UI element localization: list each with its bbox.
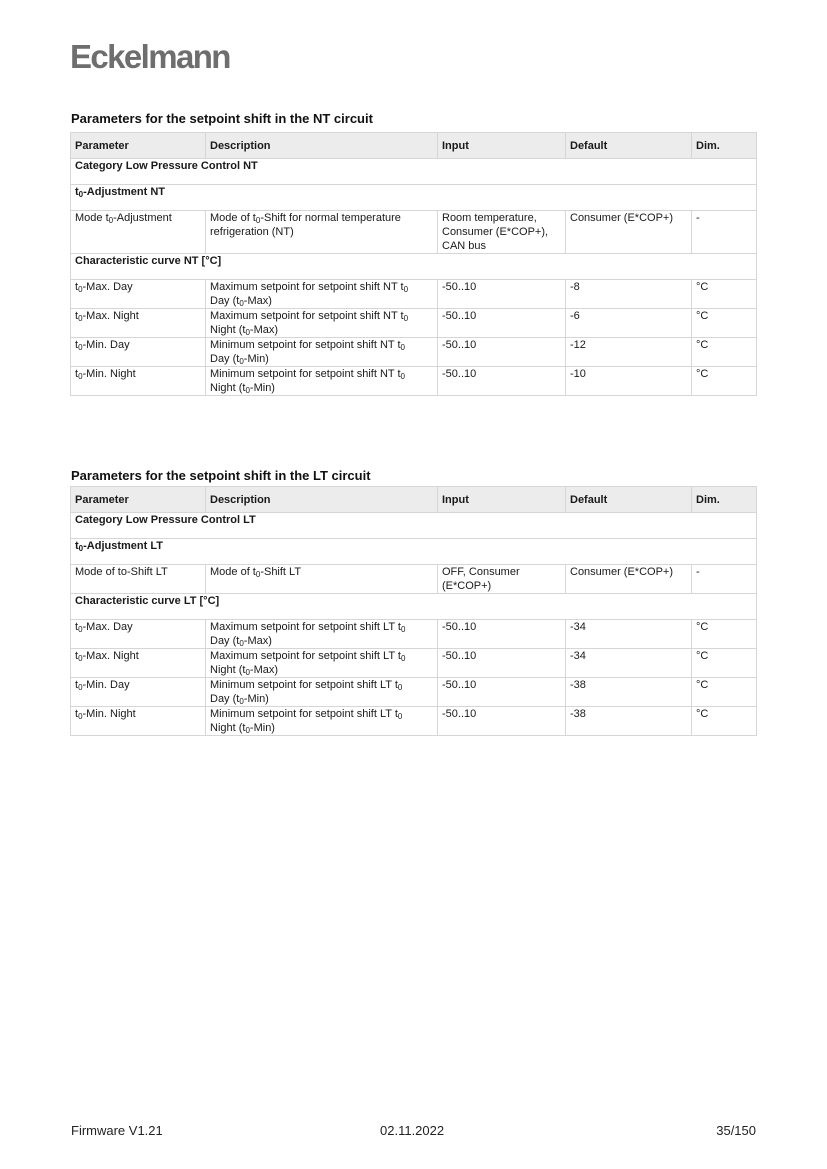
lt-mode-param: Mode of to-Shift LT — [71, 565, 206, 594]
lt-curve-heading: Characteristic curve LT [°C] — [71, 594, 757, 620]
default-cell: -34 — [566, 649, 692, 678]
input-cell: -50..10 — [438, 367, 566, 396]
dim-cell: °C — [692, 678, 757, 707]
default-cell: -10 — [566, 367, 692, 396]
default-cell: -34 — [566, 620, 692, 649]
header-dim: Dim. — [692, 133, 757, 159]
eckelmann-logo: Eckelmann — [70, 38, 230, 75]
desc-cell: Maximum setpoint for setpoint shift LT $t_0$ Night $(t_0-Max)$ — [206, 649, 438, 678]
header-description: Description — [206, 133, 438, 159]
lt-mode-dim: - — [692, 565, 757, 594]
table-row — [71, 678, 757, 707]
table-row — [71, 309, 757, 338]
lt-section-title: Parameters for the setpoint shift in the LT circuit — [71, 468, 371, 483]
lt-parameter-table — [70, 486, 757, 736]
default-cell: -8 — [566, 280, 692, 309]
nt-mode-input: Room temperature, Consumer (E*COP+), CAN bus — [438, 211, 566, 254]
lt-header-row — [71, 487, 757, 513]
header-description: Description — [206, 487, 438, 513]
nt-curve-heading-row — [71, 254, 757, 280]
header-default: Default — [566, 133, 692, 159]
header-dim: Dim. — [692, 487, 757, 513]
nt-section-title: Parameters for the setpoint shift in the NT circuit — [71, 111, 373, 126]
input-cell: -50..10 — [438, 280, 566, 309]
nt-mode-row — [71, 211, 757, 254]
dim-cell: °C — [692, 309, 757, 338]
dim-cell: °C — [692, 620, 757, 649]
desc-cell: Maximum setpoint for setpoint shift LT $t_0$ Day $(t_0-Max)$ — [206, 620, 438, 649]
header-default: Default — [566, 487, 692, 513]
dim-cell: °C — [692, 338, 757, 367]
nt-mode-dim: - — [692, 211, 757, 254]
desc-cell: Minimum setpoint for setpoint shift NT $t_0$ Night $(t_0-Min)$ — [206, 367, 438, 396]
default-cell: -12 — [566, 338, 692, 367]
default-cell: -38 — [566, 707, 692, 736]
header-input: Input — [438, 487, 566, 513]
table-row — [71, 367, 757, 396]
input-cell: -50..10 — [438, 678, 566, 707]
table-row — [71, 707, 757, 736]
param-cell: $t_0$-Min. Day — [71, 338, 206, 367]
nt-category-row — [71, 159, 757, 185]
table-row — [71, 338, 757, 367]
desc-cell: Maximum setpoint for setpoint shift NT $t_0$ Night $(t_0-Max)$ — [206, 309, 438, 338]
table-row — [71, 620, 757, 649]
desc-cell: Minimum setpoint for setpoint shift NT $t_0$ Day $(t_0-Min)$ — [206, 338, 438, 367]
param-cell: $t_0$-Max. Night — [71, 649, 206, 678]
param-cell: $t_0$-Min. Day — [71, 678, 206, 707]
lt-mode-input: OFF, Consumer (E*COP+) — [438, 565, 566, 594]
lt-mode-row — [71, 565, 757, 594]
nt-mode-param: Mode $t_0$-Adjustment — [71, 211, 206, 254]
dim-cell: °C — [692, 649, 757, 678]
input-cell: -50..10 — [438, 707, 566, 736]
param-cell: $t_0$-Max. Day — [71, 620, 206, 649]
desc-cell: Maximum setpoint for setpoint shift NT $t_0$ Day $(t_0-Max)$ — [206, 280, 438, 309]
lt-curve-heading-row — [71, 594, 757, 620]
footer-page-number: 35/150 — [716, 1123, 756, 1138]
lt-category: Category Low Pressure Control LT — [71, 513, 757, 539]
lt-adjustment-heading: $t_0$-Adjustment LT — [71, 539, 757, 565]
nt-curve-heading: Characteristic curve NT [°C] — [71, 254, 757, 280]
input-cell: -50..10 — [438, 620, 566, 649]
desc-cell: Minimum setpoint for setpoint shift LT $t_0$ Night $(t_0-Min)$ — [206, 707, 438, 736]
nt-adjustment-heading: $t_0$-Adjustment NT — [71, 185, 757, 211]
nt-header-row — [71, 133, 757, 159]
nt-category: Category Low Pressure Control NT — [71, 159, 757, 185]
default-cell: -38 — [566, 678, 692, 707]
param-cell: $t_0$-Min. Night — [71, 707, 206, 736]
header-input: Input — [438, 133, 566, 159]
param-cell: $t_0$-Max. Night — [71, 309, 206, 338]
default-cell: -6 — [566, 309, 692, 338]
lt-mode-desc: Mode of $t_0$-Shift LT — [206, 565, 438, 594]
nt-parameter-table — [70, 132, 757, 396]
header-parameter: Parameter — [71, 133, 206, 159]
header-parameter: Parameter — [71, 487, 206, 513]
footer-date: 02.11.2022 — [380, 1123, 445, 1138]
table-row — [71, 649, 757, 678]
input-cell: -50..10 — [438, 309, 566, 338]
input-cell: -50..10 — [438, 649, 566, 678]
nt-mode-desc: Mode of $t_0$-Shift for normal temperature refrigeration (NT) — [206, 211, 438, 254]
param-cell: $t_0$-Max. Day — [71, 280, 206, 309]
param-cell: $t_0$-Min. Night — [71, 367, 206, 396]
lt-mode-default: Consumer (E*COP+) — [566, 565, 692, 594]
nt-mode-default: Consumer (E*COP+) — [566, 211, 692, 254]
lt-adjustment-heading-row — [71, 539, 757, 565]
footer-firmware: Firmware V1.21 — [71, 1123, 163, 1138]
table-row — [71, 280, 757, 309]
desc-cell: Minimum setpoint for setpoint shift LT $t_0$ Day $(t_0-Min)$ — [206, 678, 438, 707]
input-cell: -50..10 — [438, 338, 566, 367]
nt-adjustment-heading-row — [71, 185, 757, 211]
dim-cell: °C — [692, 707, 757, 736]
dim-cell: °C — [692, 280, 757, 309]
dim-cell: °C — [692, 367, 757, 396]
lt-category-row — [71, 513, 757, 539]
